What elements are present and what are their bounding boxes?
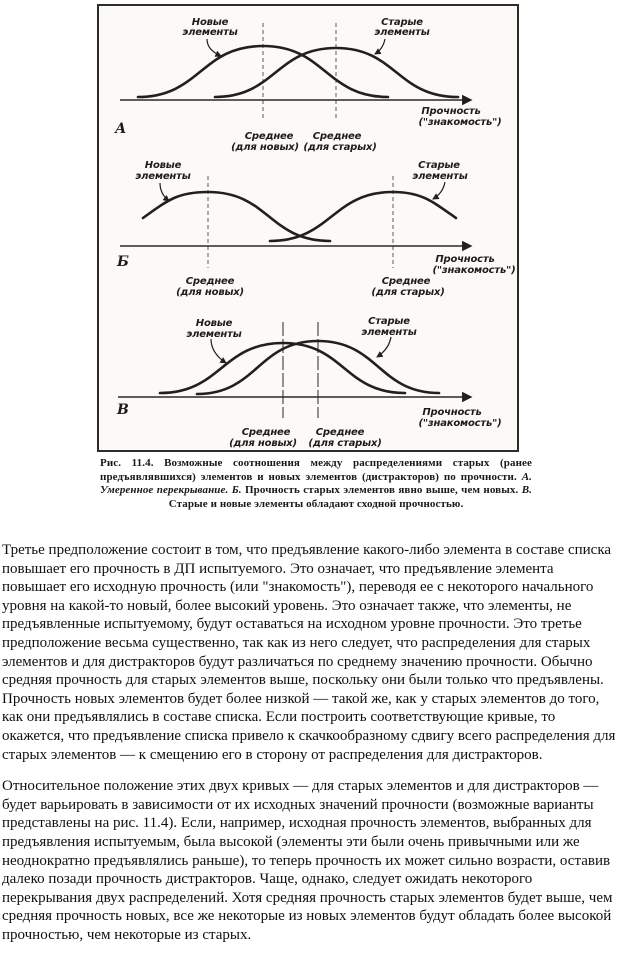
figure-11-4 xyxy=(97,4,519,452)
caption-a-label: А. xyxy=(521,470,532,483)
panel-b-new-distribution-curve xyxy=(143,192,330,241)
distribution-diagram xyxy=(99,6,517,450)
panel-v-axis-label-line2: ("знакомость") xyxy=(418,418,502,429)
caption-intro: Рис. 11.4. Возможные соотношения между распределениями старых (ранее предъявлявшихся) элементов и новых элементов (дистракторов) по прочности. xyxy=(100,457,532,483)
panel-v-new-label-line2: элементы xyxy=(186,329,242,340)
caption-b-text: Прочность старых элементов явно выше, чем новых. xyxy=(241,484,522,497)
panel-a-old-arrow xyxy=(375,39,385,54)
panel-a xyxy=(114,17,501,153)
panel-b-new-label-line2: элементы xyxy=(135,171,191,182)
panel-v-new-label-line1: Новые xyxy=(195,318,233,329)
caption-b-label: Б. xyxy=(231,484,242,497)
panel-b-axis-label-line2: ("знакомость") xyxy=(432,265,516,276)
panel-v-new-arrow xyxy=(211,339,226,363)
panel-b-axis-label-line1: Прочность xyxy=(435,254,495,265)
caption-v-label: В. xyxy=(521,484,532,497)
body-text xyxy=(2,541,616,957)
panel-a-old-label-line2: элементы xyxy=(374,27,430,38)
panel-v-old-label-line1: Старые xyxy=(368,316,410,327)
panel-b-letter: Б xyxy=(117,254,129,270)
panel-v-old-label-line2: элементы xyxy=(361,327,417,338)
panel-v-mean-old-line1: Среднее xyxy=(315,427,365,438)
panel-v-letter: В xyxy=(117,402,129,418)
panel-b-mean-old-line1: Среднее xyxy=(381,276,431,287)
panel-a-mean-new-line2: (для новых) xyxy=(231,142,299,153)
panel-a-axis-label-line2: ("знакомость") xyxy=(418,117,502,128)
panel-a-letter: А xyxy=(115,121,127,137)
panel-a-new-arrow xyxy=(207,39,221,56)
paragraph-1: Третье предположение состоит в том, что предъявление какого-либо элемента в составе списка повышает его прочность в ДП испытуемого. Это означает, что предъявление элемента повышает его исходную прочность (или "знакомость"), переводя ее с некоторого начального уровня на какой-то новый, более высокий уровень. Это означает также, что элементы, не предъявленные испытуемому, будут оставаться на исходном уровне прочности. Это третье предположение весьма существенно, так как из него следует, что распределения для старых элементов и для дистракторов будут различаться по среднему значению прочности. Обычно средняя прочность для старых элементов выше, поскольку они были только что предъявлены. Прочность новых элементов будет более низкой — такой же, как у старых элементов до того, как они предъявлялись в составе списка. Если построить соответствующие кривые, то окажется, что предъявление списка привело к скачкообразному сдвигу всего распределения для старых элементов — к смещению его в сторону от распределения для дистракторов. xyxy=(2,542,616,763)
panel-b-new-label-line1: Новые xyxy=(144,160,182,171)
panel-v xyxy=(116,316,501,449)
panel-b-old-label-line2: элементы xyxy=(412,171,468,182)
panel-v-mean-old-line2: (для старых) xyxy=(308,438,382,449)
panel-a-mean-new-line1: Среднее xyxy=(244,131,294,142)
panel-a-axis-label-line1: Прочность xyxy=(421,106,481,117)
panel-a-old-label-line1: Старые xyxy=(381,17,423,28)
panel-a-new-label-line2: элементы xyxy=(182,27,238,38)
caption-v-text: Старые и новые элементы обладают сходной прочностью. xyxy=(168,498,464,511)
panel-v-axis-label-line1: Прочность xyxy=(422,407,482,418)
panel-v-old-arrow xyxy=(377,337,391,357)
panel-b-old-arrow xyxy=(433,182,445,199)
panel-b-mean-new-line1: Среднее xyxy=(185,276,235,287)
panel-b-new-arrow xyxy=(160,183,169,201)
panel-b-old-distribution-curve xyxy=(270,192,456,241)
panel-v-mean-new-line1: Среднее xyxy=(241,427,291,438)
panel-b-old-label-line1: Старые xyxy=(418,160,460,171)
panel-a-new-label-line1: Новые xyxy=(191,17,229,28)
panel-b-mean-new-line2: (для новых) xyxy=(176,287,244,298)
panel-b xyxy=(116,160,515,298)
panel-a-mean-old-line2: (для старых) xyxy=(303,142,377,153)
figure-caption xyxy=(100,457,532,512)
caption-a-text: Умеренное перекрывание. xyxy=(100,484,232,497)
panel-a-mean-old-line1: Среднее xyxy=(312,131,362,142)
panel-b-mean-old-line2: (для старых) xyxy=(371,287,445,298)
paragraph-2: Относительное положение этих двух кривых — для старых элементов и для дистракторов — будет варьировать в зависимости от их исходных значений прочности (возможные варианты представлены на рис. 11.4). Если, например, исходная прочность элементов, выбранных для предъявления испытуемым, была высокой (элементы эти были очень привычными или же неоднократно предъявлялись раньше), то теперь прочность их может сильно возрасти, оставив далеко позади прочность дистракторов. Чаще, однако, следует ожидать некоторого перекрывания двух распределений. Хотя средняя прочность старых элементов будет выше, чем средняя прочность новых, все же некоторые из новых элементов будут обладать более высокой прочностью, чем некоторые из старых. xyxy=(2,778,613,943)
panel-v-mean-new-line2: (для новых) xyxy=(229,438,297,449)
